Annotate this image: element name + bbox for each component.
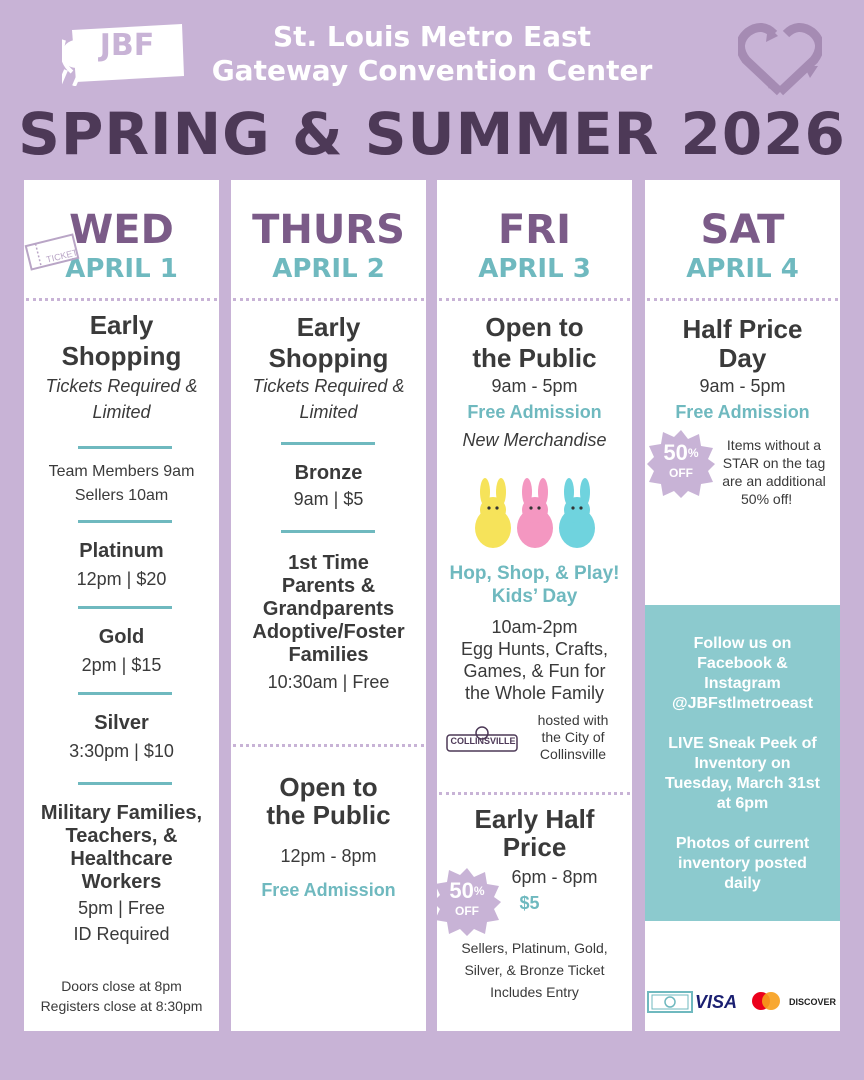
first-time-line-3: Grandparents bbox=[262, 598, 395, 620]
open-public-heading-1: Open to bbox=[279, 772, 378, 802]
photos-line-1: Photos of current bbox=[675, 835, 810, 852]
badge-percent: % bbox=[473, 884, 485, 898]
military-line-2: Teachers, & bbox=[65, 825, 178, 847]
location-line1: St. Louis Metro East bbox=[272, 20, 592, 53]
registers-close: Registers close at 8:30pm bbox=[40, 998, 203, 1014]
silver-time: 3:30pm | $10 bbox=[69, 741, 174, 761]
kids-day-line-1: Hop, Shop, & Play! bbox=[449, 563, 620, 584]
new-merchandise: New Merchandise bbox=[462, 430, 607, 450]
early-half-price-note-2: Silver, & Bronze Ticket bbox=[464, 962, 605, 978]
hosted-line-3: Collinsville bbox=[539, 746, 607, 762]
day-label: SAT bbox=[700, 207, 785, 253]
half-price-time: 9am - 5pm bbox=[699, 376, 786, 396]
tickets-note-2: Limited bbox=[92, 402, 151, 422]
early-shopping-heading-2: Shopping bbox=[61, 341, 182, 371]
silver-label: Silver bbox=[94, 712, 149, 734]
free-admission: Free Admission bbox=[675, 402, 810, 422]
military-line-4: Workers bbox=[81, 871, 162, 893]
divider bbox=[78, 520, 172, 523]
follow-line-1: Follow us on bbox=[693, 635, 792, 652]
mastercard-icon bbox=[749, 990, 783, 1014]
gold-time: 2pm | $15 bbox=[81, 655, 162, 675]
badge-value-wrap bbox=[433, 880, 501, 902]
column-thursday bbox=[231, 180, 426, 1031]
first-time-line-4: Adoptive/Foster bbox=[252, 621, 405, 643]
divider bbox=[78, 606, 172, 609]
military-time: 5pm | Free bbox=[78, 898, 165, 918]
ticket-label: TICKET bbox=[45, 247, 79, 265]
divider bbox=[281, 530, 375, 533]
early-half-price-note-1: Sellers, Platinum, Gold, bbox=[461, 940, 608, 956]
divider bbox=[233, 744, 424, 747]
sellers-time: Sellers 10am bbox=[74, 487, 169, 504]
recycle-heart-icon bbox=[738, 22, 822, 96]
date-label: APRIL 3 bbox=[478, 254, 591, 284]
divider bbox=[439, 792, 630, 795]
kids-day-line-2: Kids’ Day bbox=[491, 586, 578, 607]
early-half-price-time: 6pm - 8pm bbox=[511, 867, 598, 887]
open-public-time: 12pm - 8pm bbox=[280, 846, 377, 866]
id-required: ID Required bbox=[73, 924, 170, 944]
first-time-line-1: 1st Time bbox=[288, 552, 369, 574]
divider bbox=[439, 298, 630, 301]
badge-value: 50 bbox=[449, 878, 474, 903]
hosted-line-1: hosted with bbox=[537, 712, 609, 728]
half-price-heading-2: Day bbox=[718, 343, 767, 373]
follow-line-3: Instagram bbox=[704, 675, 781, 692]
divider bbox=[78, 782, 172, 785]
date-label: APRIL 2 bbox=[272, 254, 385, 284]
military-line-1: Military Families, bbox=[40, 802, 203, 824]
early-half-price-price: $5 bbox=[519, 893, 540, 913]
hosted-line-2: the City of bbox=[541, 729, 605, 745]
tickets-note-1: Tickets Required & bbox=[252, 376, 405, 396]
star-note-3: are an additional bbox=[722, 473, 826, 489]
badge-value-wrap bbox=[647, 442, 715, 464]
platinum-time: 12pm | $20 bbox=[76, 569, 167, 589]
event-location bbox=[180, 20, 684, 88]
fifty-percent-off-badge bbox=[433, 868, 501, 936]
early-shopping-heading-1: Early bbox=[296, 312, 361, 342]
divider bbox=[26, 298, 217, 301]
date-label: APRIL 1 bbox=[65, 254, 178, 284]
gold-label: Gold bbox=[98, 626, 145, 648]
open-public-heading-2: the Public bbox=[266, 800, 391, 830]
kids-day-desc-2: Games, & Fun for bbox=[463, 661, 606, 681]
free-admission: Free Admission bbox=[467, 402, 602, 422]
day-label: THURS bbox=[252, 207, 405, 253]
open-public-heading-2: the Public bbox=[472, 343, 597, 373]
social-info-box bbox=[645, 605, 840, 921]
live-line-3: Tuesday, March 31st bbox=[664, 775, 821, 792]
divider bbox=[647, 298, 838, 301]
location-line2: Gateway Convention Center bbox=[211, 54, 653, 87]
kids-day-time: 10am-2pm bbox=[491, 617, 578, 637]
doors-close: Doors close at 8pm bbox=[61, 978, 182, 994]
early-half-price-heading-1: Early Half bbox=[474, 804, 595, 834]
star-note-1: Items without a bbox=[726, 437, 822, 453]
fifty-percent-off-badge bbox=[647, 430, 715, 498]
photos-line-2: inventory posted bbox=[678, 855, 807, 872]
first-time-time: 10:30am | Free bbox=[267, 672, 390, 692]
divider bbox=[78, 692, 172, 695]
live-line-4: at 6pm bbox=[716, 795, 769, 812]
free-admission: Free Admission bbox=[261, 880, 396, 900]
early-shopping-heading-1: Early bbox=[89, 310, 154, 340]
date-label: APRIL 4 bbox=[686, 254, 799, 284]
early-shopping-heading-2: Shopping bbox=[268, 343, 389, 373]
live-line-1: LIVE Sneak Peek of bbox=[668, 735, 817, 752]
bronze-time: 9am | $5 bbox=[293, 489, 364, 509]
day-label: WED bbox=[69, 207, 174, 253]
platinum-label: Platinum bbox=[79, 540, 164, 562]
instagram-handle: @JBFstlmetroeast bbox=[672, 695, 813, 712]
badge-percent: % bbox=[687, 446, 699, 460]
column-friday bbox=[437, 180, 632, 1031]
column-saturday bbox=[645, 180, 840, 1031]
divider bbox=[78, 446, 172, 449]
follow-line-2: Facebook & bbox=[697, 655, 788, 672]
badge-off: OFF bbox=[669, 466, 693, 480]
badge-value: 50 bbox=[663, 440, 688, 465]
divider bbox=[281, 442, 375, 445]
star-note-4: 50% off! bbox=[741, 491, 793, 507]
column-wednesday bbox=[24, 180, 219, 1031]
divider bbox=[233, 298, 424, 301]
day-label: FRI bbox=[497, 207, 571, 253]
kids-day-desc-3: the Whole Family bbox=[464, 683, 605, 703]
badge-off: OFF bbox=[455, 904, 479, 918]
logo-text: JBF bbox=[99, 28, 155, 63]
kids-day-desc-1: Egg Hunts, Crafts, bbox=[460, 639, 609, 659]
star-note-2: STAR on the tag bbox=[722, 455, 826, 471]
page-title: SPRING & SUMMER 2026 bbox=[18, 100, 846, 168]
header bbox=[0, 0, 864, 180]
first-time-line-5: Families bbox=[288, 644, 369, 666]
team-members-time: Team Members 9am bbox=[48, 463, 195, 480]
cash-icon bbox=[647, 990, 693, 1014]
first-time-line-2: Parents & bbox=[281, 575, 376, 597]
tickets-note-2: Limited bbox=[299, 402, 358, 422]
half-price-heading-1: Half Price bbox=[682, 314, 803, 344]
open-public-time: 9am - 5pm bbox=[491, 376, 578, 396]
bronze-label: Bronze bbox=[294, 462, 363, 484]
collinsville-logo-text: COLLINSVILLE bbox=[450, 736, 516, 746]
tickets-note-1: Tickets Required & bbox=[45, 376, 198, 396]
early-half-price-heading-2: Price bbox=[502, 832, 567, 862]
photos-line-3: daily bbox=[724, 875, 761, 892]
bunny-peeps-icon bbox=[473, 478, 597, 550]
military-line-3: Healthcare bbox=[70, 848, 173, 870]
early-half-price-note-3: Includes Entry bbox=[490, 984, 579, 1000]
open-public-heading-1: Open to bbox=[485, 312, 584, 342]
discover-icon: DISCOVER bbox=[789, 997, 837, 1007]
live-line-2: Inventory on bbox=[694, 755, 791, 772]
visa-icon: VISA bbox=[695, 992, 738, 1012]
